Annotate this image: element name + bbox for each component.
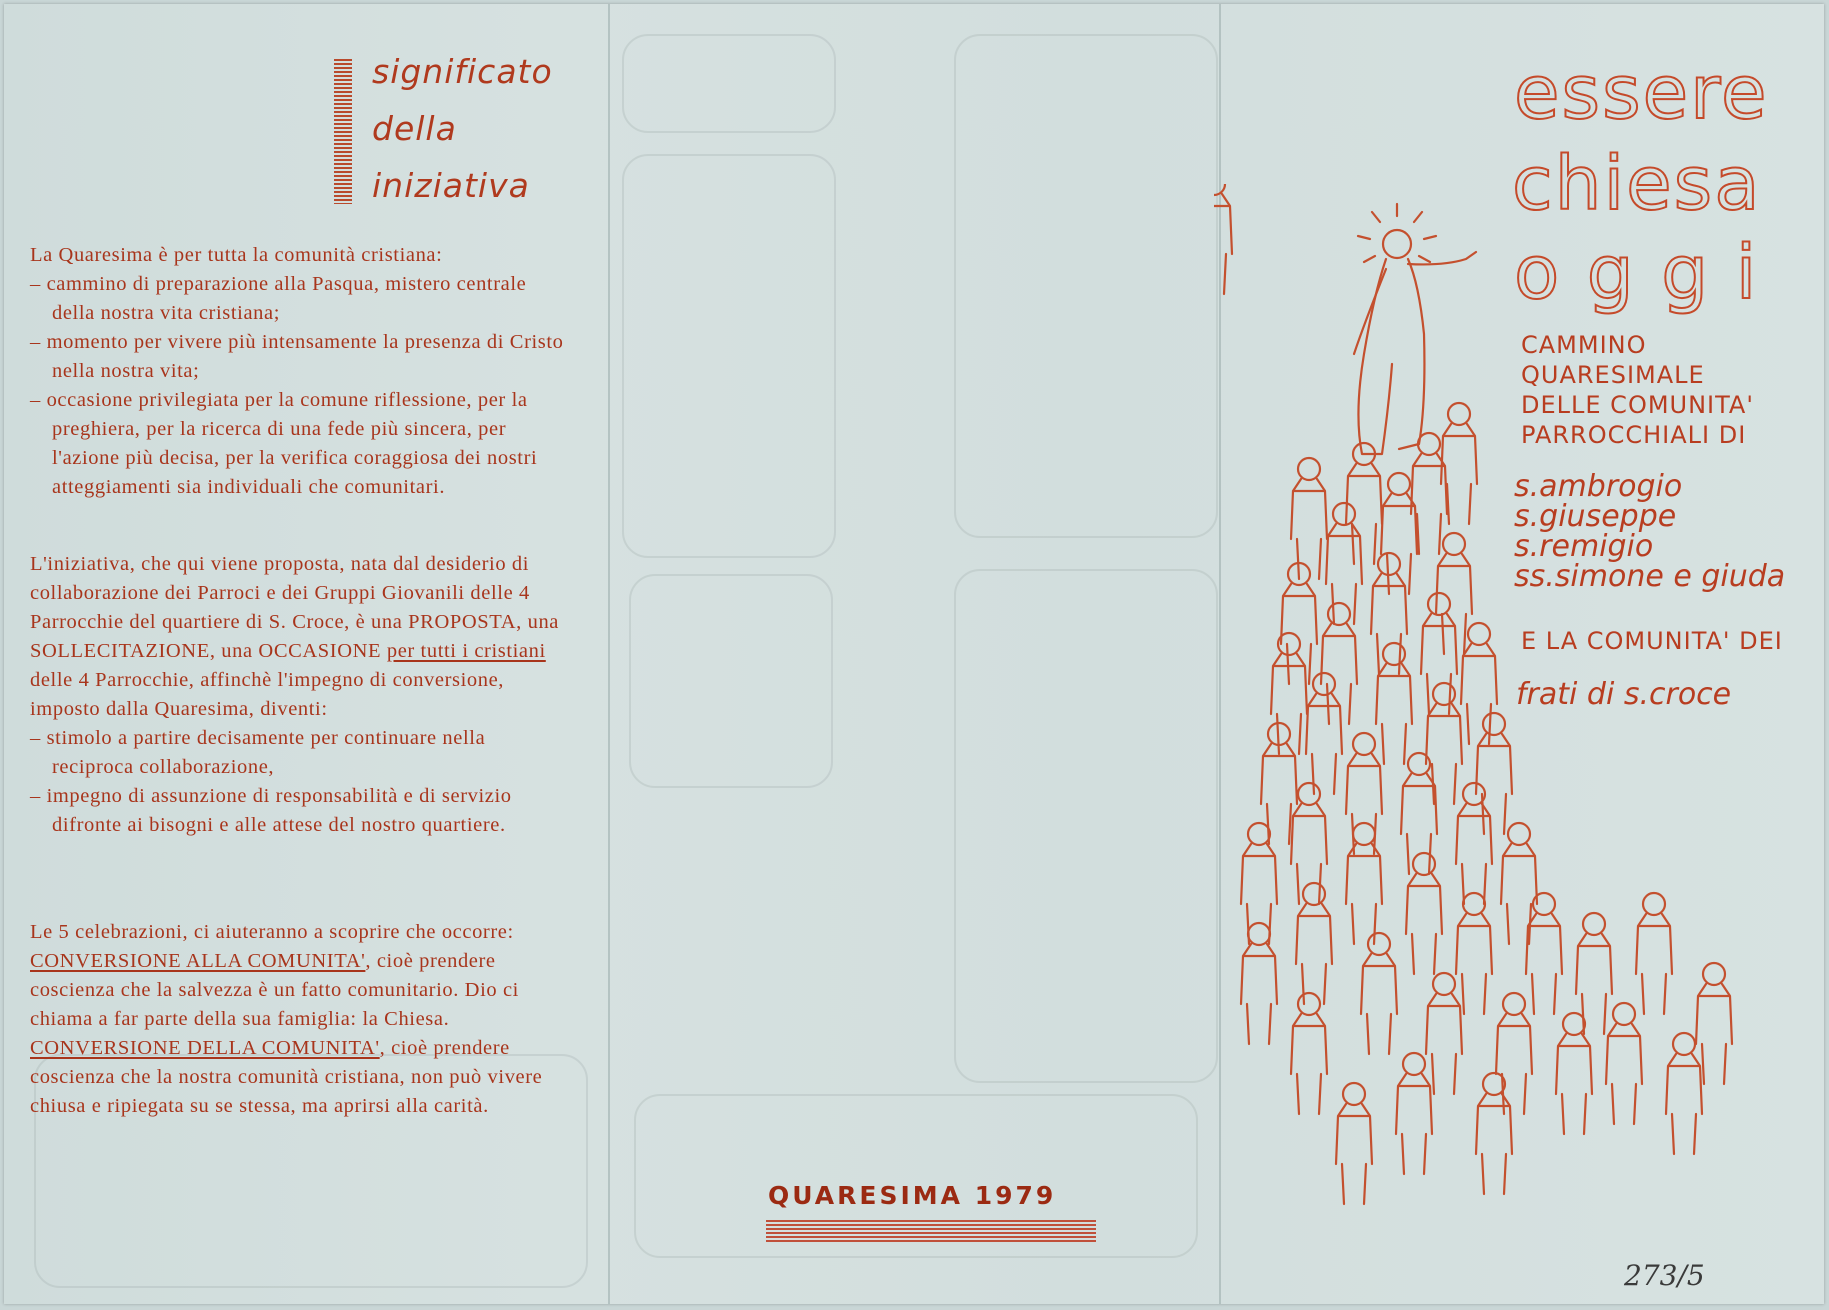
conversion-text — [30, 918, 570, 1121]
underlined-phrase: CONVERSIONE DELLA COMUNITA' — [30, 1037, 380, 1059]
heading-bars — [334, 59, 352, 204]
list-item: – momento per vivere più intensamente la presenza di Cristo nella nostra vita; — [30, 331, 564, 382]
christ-figure-icon — [1354, 204, 1476, 454]
heading-line: significato — [372, 52, 553, 91]
ghost-box — [954, 569, 1218, 1083]
title-line: o g g i — [1514, 230, 1759, 316]
heading-line: della — [372, 109, 457, 148]
heading-line: iniziativa — [372, 166, 530, 205]
left-panel — [4, 4, 608, 1304]
list-item: – occasione privilegiata per la comune riflessione, per la preghiera, per la ricerca di una fede più sincera, per l'azione più decisa, per la verifica coraggiosa dei nostri atteggiamenti sia individuali che comunitari. — [30, 389, 538, 498]
ghost-box — [622, 34, 836, 133]
paragraph-part: L'iniziativa, che qui viene proposta, nata dal desiderio di collaborazione dei Parroci e dei Gruppi Giovanili delle 4 Parrocchie del quartiere di S. Croce, è una PROPOSTA, una SOLLECITAZIONE, una OCCASIONE — [30, 553, 559, 662]
list-item: – cammino di preparazione alla Pasqua, mistero centrale della nostra vita cristiana; — [30, 273, 527, 324]
ghost-box — [622, 154, 836, 558]
people-figures — [1214, 184, 1732, 1204]
initiative-text — [30, 550, 570, 840]
crowd-illustration-icon — [1214, 184, 1814, 1224]
fold-line — [608, 4, 610, 1304]
subtitle-line: QUARESIMALE — [1521, 361, 1705, 389]
underlined-phrase: CONVERSIONE ALLA COMUNITA' — [30, 950, 366, 972]
underlined-phrase: per tutti i cristiani — [386, 640, 546, 662]
parish-name: s.ambrogio — [1514, 469, 1683, 504]
parish-name: s.remigio — [1514, 529, 1654, 564]
title-line: chiesa — [1512, 141, 1762, 227]
friars-line: frati di s.croce — [1516, 677, 1732, 712]
parish-name: ss.simone e giuda — [1514, 559, 1786, 594]
paragraph-part: delle 4 Parrocchie, affinchè l'impegno di conversione, imposto dalla Quaresima, diventi: — [30, 669, 505, 720]
paragraph-part: , cioè prendere coscienza che la nostra comunità cristiana, non può vivere chiusa e ripiegata su se stessa, ma aprirsi alla carità. — [30, 1037, 543, 1117]
paragraph — [30, 947, 570, 1034]
leaflet-sheet — [4, 4, 1824, 1304]
parish-name: s.giuseppe — [1514, 499, 1677, 534]
footer-bars — [766, 1220, 1096, 1242]
ghost-box — [954, 34, 1218, 538]
archive-number: 273/5 — [1624, 1259, 1705, 1292]
footer-title: QUARESIMA 1979 — [768, 1181, 1057, 1210]
intro-text — [30, 241, 570, 502]
paragraph-part: , cioè prendere coscienza che la salvezza è un fatto comunitario. Dio ci chiama a far parte della sua famiglia: la Chiesa. — [30, 950, 519, 1030]
paragraph — [30, 550, 570, 724]
subtitle-line: DELLE COMUNITA' — [1521, 391, 1754, 419]
title-line: essere — [1514, 50, 1769, 136]
subtitle-line: CAMMINO — [1521, 331, 1647, 359]
paragraph: Le 5 celebrazioni, ci aiuteranno a scoprire che occorre: — [30, 921, 514, 943]
paragraph: La Quaresima è per tutta la comunità cristiana: — [30, 244, 443, 266]
list-item: – impegno di assunzione di responsabilità e di servizio difronte ai bisogni e alle attese del nostro quartiere. — [30, 785, 512, 836]
paragraph — [30, 1034, 570, 1121]
ghost-box — [629, 574, 833, 788]
list-item: – stimolo a partire decisamente per continuare nella reciproca collaborazione, — [30, 727, 486, 778]
community-line: E LA COMUNITA' DEI — [1521, 627, 1783, 655]
subtitle-line: PARROCCHIALI DI — [1521, 421, 1747, 449]
